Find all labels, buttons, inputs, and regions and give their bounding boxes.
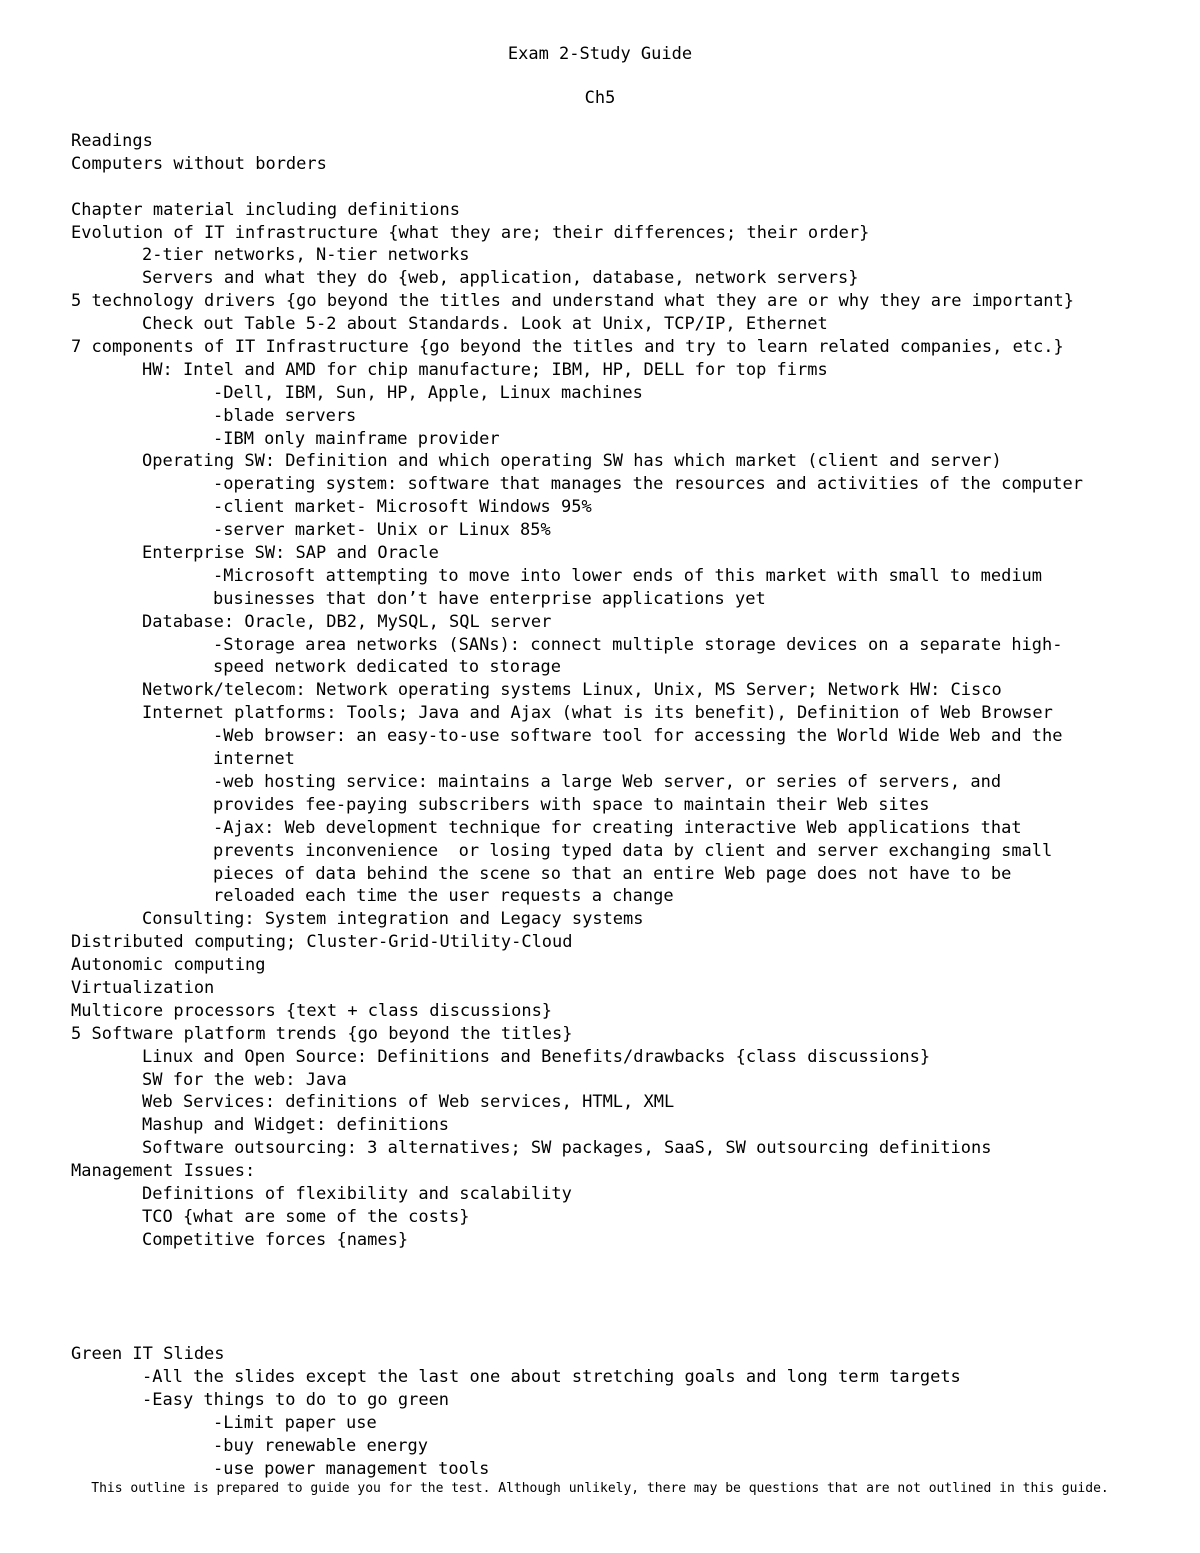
- outline-line: TCO {what are some of the costs}: [142, 1206, 470, 1227]
- outline-line: speed network dedicated to storage: [213, 657, 561, 678]
- outline-line: Mashup and Widget: definitions: [142, 1115, 450, 1136]
- blank-line: [71, 1252, 1181, 1275]
- outline-line: internet: [213, 749, 295, 770]
- outline-line: -All the slides except the last one about stretching goals and long term targets: [142, 1367, 961, 1388]
- outline-line: 7 components of IT Infrastructure {go beyond the titles and try to learn related companies, etc.}: [71, 337, 1064, 358]
- outline-line: pieces of data behind the scene so that an entire Web page does not have to be: [213, 863, 1012, 884]
- outline-line: -client market- Microsoft Windows 95%: [213, 497, 592, 518]
- outline-line: Computers without borders: [71, 153, 327, 174]
- outline-line: Virtualization: [71, 977, 215, 998]
- outline-line: -server market- Unix or Linux 85%: [213, 520, 551, 541]
- document-title: Exam 2-Study Guide: [507, 44, 693, 64]
- outline-line: Definitions of flexibility and scalability: [142, 1183, 572, 1204]
- outline-line: Database: Oracle, DB2, MySQL, SQL server: [142, 611, 552, 632]
- outline-line: Network/telecom: Network operating systems Linux, Unix, MS Server; Network HW: Cisco: [142, 680, 1002, 701]
- outline-line: 2-tier networks, N-tier networks: [142, 245, 470, 266]
- outline-line: 5 technology drivers {go beyond the titles and understand what they are or why they are important}: [71, 291, 1075, 312]
- outline-line: -Microsoft attempting to move into lower ends of this market with small to medium: [213, 565, 1043, 586]
- outline-line: -Limit paper use: [213, 1412, 377, 1433]
- outline-line: Competitive forces {names}: [142, 1229, 409, 1250]
- outline-line: Web Services: definitions of Web services, HTML, XML: [142, 1092, 675, 1113]
- outline-line: -Ajax: Web development technique for creating interactive Web applications that: [213, 817, 1022, 838]
- outline-line: Readings: [71, 131, 153, 151]
- outline-line: -IBM only mainframe provider: [213, 428, 500, 449]
- outline-line: SW for the web: Java: [142, 1069, 347, 1090]
- blank-line: [71, 1320, 1181, 1343]
- outline-line: provides fee-paying subscribers with space to maintain their Web sites: [213, 794, 930, 815]
- outline-line: Enterprise SW: SAP and Oracle: [142, 543, 439, 564]
- outline-line: -blade servers: [213, 405, 357, 426]
- outline-line: reloaded each time the user requests a change: [213, 886, 674, 907]
- outline-line: -Web browser: an easy-to-use software tool for accessing the World Wide Web and the: [213, 726, 1063, 747]
- outline-line: Evolution of IT infrastructure {what they are; their differences; their order}: [71, 222, 870, 243]
- outline-line: -Storage area networks (SANs): connect multiple storage devices on a separate high-: [213, 634, 1063, 655]
- outline-line: Servers and what they do {web, application, database, network servers}: [142, 268, 859, 289]
- blank-line: [71, 1275, 1181, 1298]
- outline-line: -operating system: software that manages the resources and activities of the computer: [213, 474, 1083, 495]
- outline-line: HW: Intel and AMD for chip manufacture; IBM, HP, DELL for top firms: [142, 359, 828, 380]
- blank-line: [71, 176, 1181, 199]
- footer-note: This outline is prepared to guide you for the test. Although unlikely, there may be questions that are not outlined in this guide.: [91, 1481, 1109, 1496]
- outline-line: Check out Table 5-2 about Standards. Look at Unix, TCP/IP, Ethernet: [142, 314, 828, 335]
- outline-line: Multicore processors {text + class discussions}: [71, 1000, 553, 1021]
- outline-line: Linux and Open Source: Definitions and Benefits/drawbacks {class discussions}: [142, 1046, 931, 1067]
- outline-line: Software outsourcing: 3 alternatives; SW packages, SaaS, SW outsourcing definitions: [142, 1138, 992, 1159]
- outline-line: Consulting: System integration and Legacy systems: [142, 909, 644, 930]
- outline-line: 5 Software platform trends {go beyond the titles}: [71, 1023, 573, 1044]
- outline-line: -Easy things to do to go green: [142, 1389, 450, 1410]
- outline-line: Distributed computing; Cluster-Grid-Utility-Cloud: [71, 932, 573, 953]
- outline-line: -Dell, IBM, Sun, HP, Apple, Linux machines: [213, 382, 643, 403]
- chapter-heading: Ch5: [584, 88, 616, 108]
- blank-line: [71, 1297, 1181, 1320]
- outline-body: [71, 130, 1181, 1481]
- outline-line: -web hosting service: maintains a large Web server, or series of servers, and: [213, 771, 1002, 792]
- outline-line: businesses that don’t have enterprise applications yet: [213, 588, 766, 609]
- outline-line: -buy renewable energy: [213, 1435, 428, 1456]
- outline-line: prevents inconvenience or losing typed data by client and server exchanging small: [213, 840, 1053, 861]
- outline-line: Operating SW: Definition and which operating SW has which market (client and server): [142, 451, 1002, 472]
- outline-line: Autonomic computing: [71, 955, 266, 976]
- outline-line: Chapter material including definitions: [71, 199, 460, 220]
- outline-line: Green IT Slides: [71, 1344, 225, 1365]
- outline-line: Internet platforms: Tools; Java and Ajax (what is its benefit), Definition of Web Browser: [142, 703, 1053, 724]
- outline-line: -use power management tools: [213, 1458, 490, 1479]
- outline-line: Management Issues:: [71, 1161, 256, 1182]
